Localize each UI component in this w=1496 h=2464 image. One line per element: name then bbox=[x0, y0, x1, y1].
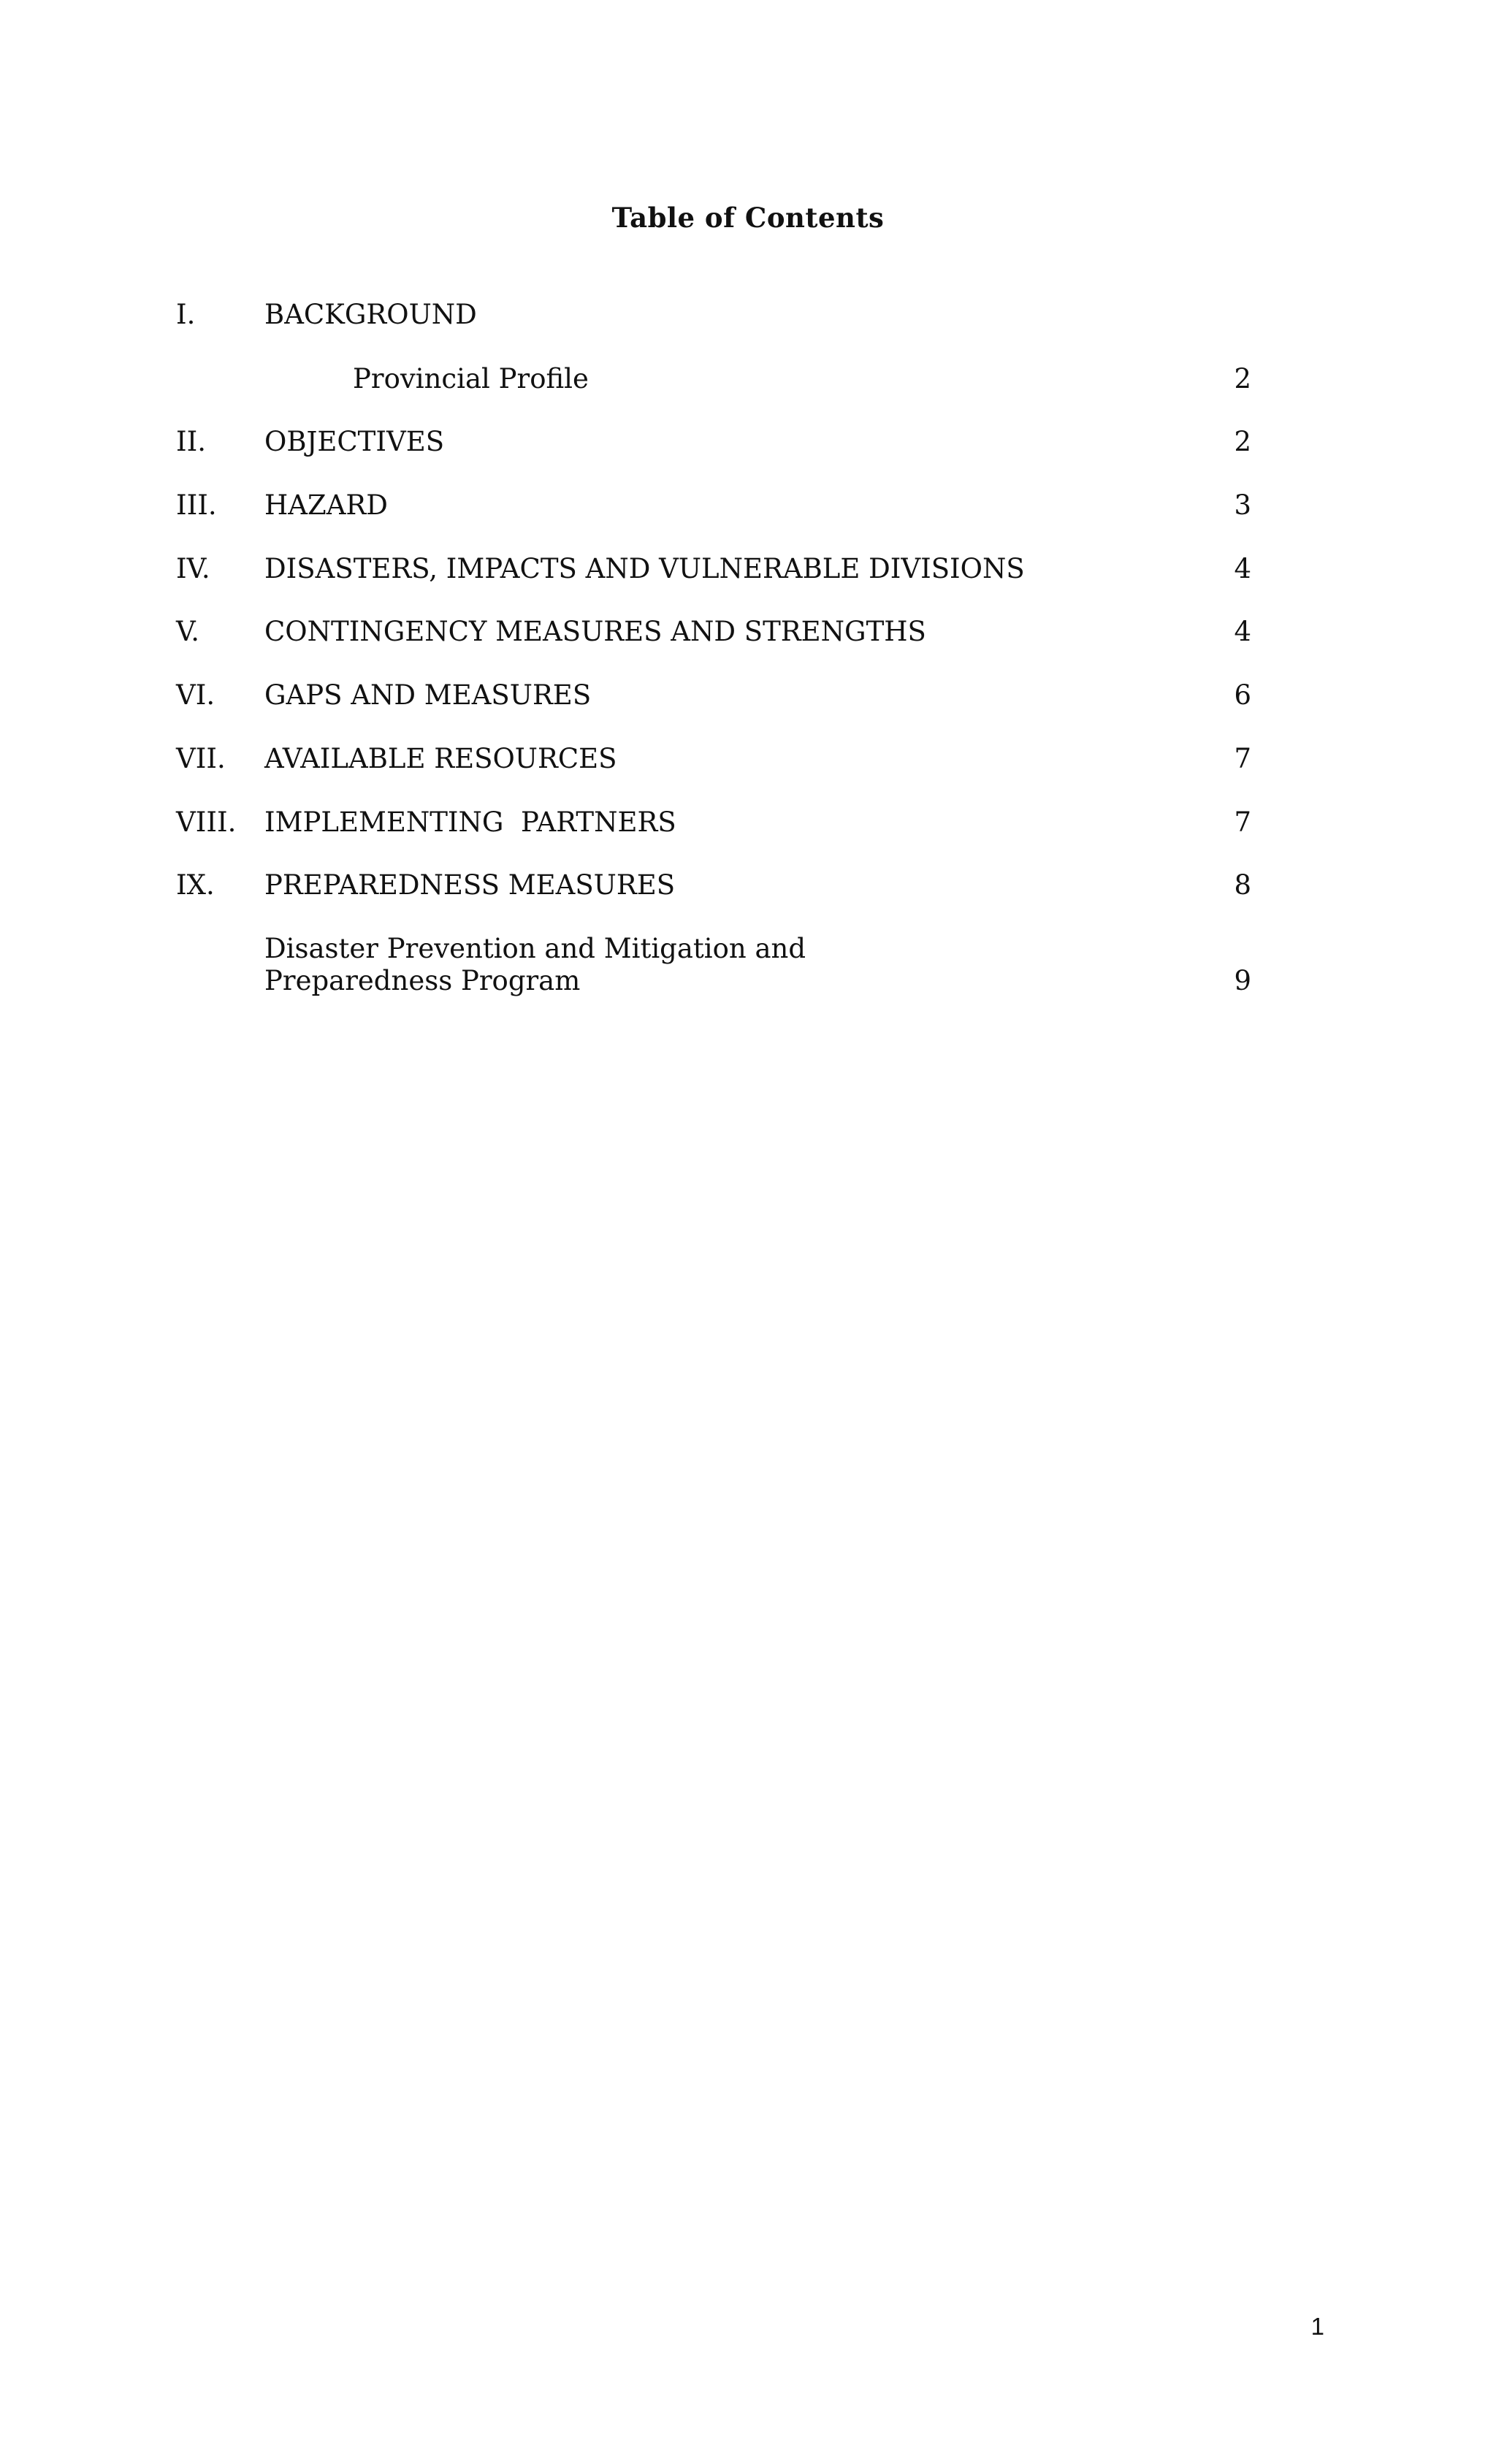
toc-entry-number: IX. bbox=[176, 869, 215, 901]
toc-entry-disaster-prevention-program bbox=[0, 933, 1496, 997]
toc-entry-gaps-and-measures bbox=[0, 679, 1496, 712]
toc-entry-available-resources bbox=[0, 743, 1496, 775]
toc-entry-page: 6 bbox=[1234, 679, 1251, 711]
toc-entry-label: OBJECTIVES bbox=[264, 426, 445, 457]
toc-entry-label: DISASTERS, IMPACTS AND VULNERABLE DIVISIONS bbox=[264, 553, 1025, 584]
toc-list bbox=[0, 0, 1496, 1096]
toc-entry-label: CONTINGENCY MEASURES AND STRENGTHS bbox=[264, 616, 926, 647]
toc-entry-page: 7 bbox=[1234, 743, 1251, 774]
toc-entry-preparedness-measures bbox=[0, 869, 1496, 901]
toc-entry-hazard bbox=[0, 489, 1496, 522]
toc-entry-contingency-measures bbox=[0, 616, 1496, 648]
toc-entry-label: BACKGROUND bbox=[264, 299, 477, 330]
toc-entry-background bbox=[0, 299, 1496, 331]
toc-entry-label: PREPAREDNESS MEASURES bbox=[264, 869, 676, 901]
toc-entry-provincial-profile bbox=[0, 363, 1496, 395]
toc-entry-page: 3 bbox=[1234, 489, 1251, 521]
toc-entry-number: VIII. bbox=[176, 806, 237, 838]
toc-entry-number: I. bbox=[176, 299, 196, 330]
toc-entry-label: GAPS AND MEASURES bbox=[264, 679, 592, 711]
toc-entry-number: III. bbox=[176, 489, 217, 521]
toc-entry-number: II. bbox=[176, 426, 206, 457]
toc-entry-implementing-partners bbox=[0, 806, 1496, 839]
toc-entry-page: 4 bbox=[1234, 616, 1251, 647]
toc-entry-label: Disaster Prevention and Mitigation and Preparedness Program bbox=[264, 933, 806, 996]
toc-entry-page: 9 bbox=[1234, 965, 1251, 996]
toc-entry-label: AVAILABLE RESOURCES bbox=[264, 743, 617, 774]
toc-entry-page: 7 bbox=[1234, 806, 1251, 838]
toc-entry-number: IV. bbox=[176, 553, 210, 584]
toc-title: Table of Contents bbox=[611, 202, 885, 234]
toc-entry-objectives bbox=[0, 426, 1496, 458]
toc-entry-number: V. bbox=[176, 616, 200, 647]
toc-entry-page: 2 bbox=[1234, 363, 1251, 394]
toc-entry-label: IMPLEMENTING PARTNERS bbox=[264, 806, 676, 838]
toc-entry-page: 4 bbox=[1234, 553, 1251, 584]
toc-entry-page: 2 bbox=[1234, 426, 1251, 457]
toc-entry-label: Provincial Profile bbox=[353, 363, 589, 394]
toc-entry-label: HAZARD bbox=[264, 489, 388, 521]
toc-entry-page: 8 bbox=[1234, 869, 1251, 901]
toc-entry-number: VII. bbox=[176, 743, 226, 774]
toc-entry-number: VI. bbox=[176, 679, 215, 711]
toc-entry-disasters bbox=[0, 553, 1496, 585]
page-number: 1 bbox=[1310, 2313, 1324, 2340]
